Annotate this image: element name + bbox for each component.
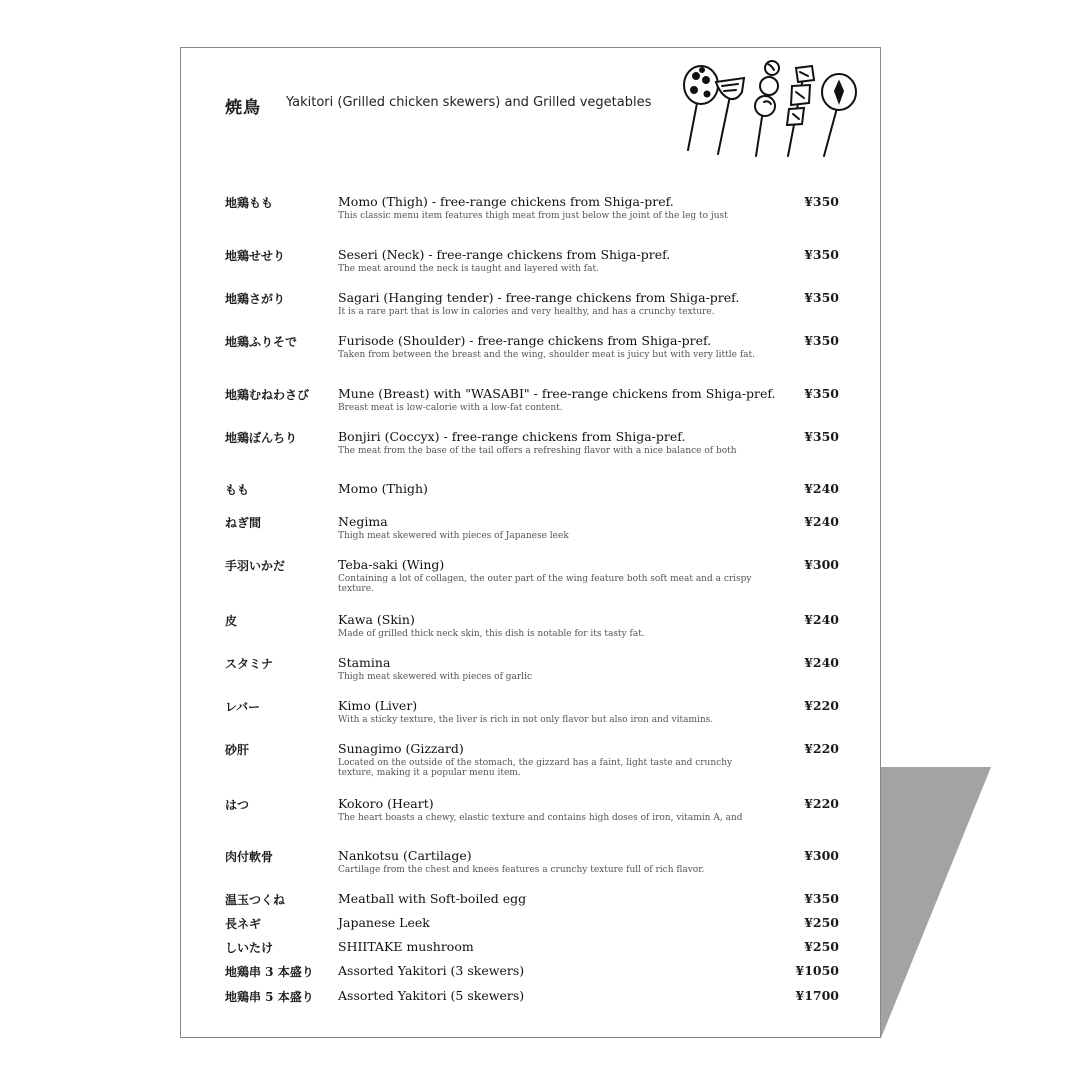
menu-item-name: Kawa (Skin) bbox=[338, 612, 415, 627]
menu-item-description: The meat around the neck is taught and layered with fat. bbox=[338, 264, 599, 274]
menu-item-name: Assorted Yakitori (5 skewers) bbox=[338, 988, 525, 1003]
menu-item-description: Containing a lot of collagen, the outer part of the wing feature both soft meat and a crispy texture. bbox=[338, 574, 752, 594]
menu-item-japanese-name: 長ネギ bbox=[225, 917, 262, 931]
menu-item-name: Teba-saki (Wing) bbox=[338, 557, 445, 572]
menu-item-japanese-name: 肉付軟骨 bbox=[225, 850, 274, 864]
menu-item-description: Breast meat is low-calorie with a low-fat content. bbox=[338, 403, 563, 413]
menu-item-japanese-name: レバー bbox=[225, 700, 261, 714]
menu-item-price: ¥1700 bbox=[795, 988, 839, 1003]
menu-item-price: ¥350 bbox=[804, 386, 839, 401]
menu-item-description: Cartilage from the chest and knees features a crunchy texture full of rich flavor. bbox=[338, 865, 705, 875]
menu-item-japanese-name: 温玉つくね bbox=[225, 893, 286, 907]
menu-item-price: ¥240 bbox=[804, 612, 839, 627]
menu-item-japanese-name: しいたけ bbox=[225, 941, 274, 955]
menu-item-japanese-name: 地鶏串 5 本盛り bbox=[225, 990, 314, 1004]
menu-item-name: Sunagimo (Gizzard) bbox=[338, 741, 464, 756]
menu-item-price: ¥350 bbox=[804, 429, 839, 444]
menu-item-price: ¥350 bbox=[804, 247, 839, 262]
menu-item-japanese-name: 地鶏せせり bbox=[225, 249, 286, 263]
menu-item-name: Sagari (Hanging tender) - free-range chickens from Shiga-pref. bbox=[338, 290, 740, 305]
menu-item-japanese-name: 手羽いかだ bbox=[225, 559, 286, 573]
menu-item-price: ¥300 bbox=[804, 557, 839, 572]
menu-item-name: SHIITAKE mushroom bbox=[338, 939, 474, 954]
menu-item-japanese-name: 皮 bbox=[225, 614, 238, 628]
menu-item-japanese-name: 地鶏ぼんちり bbox=[225, 431, 298, 445]
menu-title-english: Yakitori (Grilled chicken skewers) and Grilled vegetables bbox=[286, 95, 652, 110]
menu-item-price: ¥220 bbox=[804, 698, 839, 713]
menu-item-japanese-name: ねぎ間 bbox=[225, 516, 262, 530]
menu-item-name: Momo (Thigh) bbox=[338, 481, 428, 496]
menu-item-name: Negima bbox=[338, 514, 388, 529]
menu-item-name: Nankotsu (Cartilage) bbox=[338, 848, 472, 863]
menu-item-description: Thigh meat skewered with pieces of garlic bbox=[338, 672, 532, 682]
menu-item-japanese-name: スタミナ bbox=[225, 657, 274, 671]
menu-item-price: ¥220 bbox=[804, 796, 839, 811]
menu-item-description: This classic menu item features thigh meat from just below the joint of the leg to just bbox=[338, 211, 728, 221]
menu-item-name: Momo (Thigh) - free-range chickens from Shiga-pref. bbox=[338, 194, 674, 209]
menu-item-name: Kimo (Liver) bbox=[338, 698, 418, 713]
menu-item-name: Assorted Yakitori (3 skewers) bbox=[338, 963, 525, 978]
menu-item-name: Meatball with Soft-boiled egg bbox=[338, 891, 527, 906]
menu-item-name: Mune (Breast) with "WASABI" - free-range chickens from Shiga-pref. bbox=[338, 386, 776, 401]
menu-item-name: Seseri (Neck) - free-range chickens from Shiga-pref. bbox=[338, 247, 671, 262]
menu-item-name: Japanese Leek bbox=[338, 915, 430, 930]
menu-item-japanese-name: 地鶏串 3 本盛り bbox=[225, 965, 314, 979]
menu-item-price: ¥300 bbox=[804, 848, 839, 863]
menu-item-price: ¥240 bbox=[804, 655, 839, 670]
menu-item-price: ¥220 bbox=[804, 741, 839, 756]
menu-item-price: ¥240 bbox=[804, 514, 839, 529]
menu-item-price: ¥250 bbox=[804, 939, 839, 954]
menu-item-description: The meat from the base of the tail offers a refreshing flavor with a nice balance of both bbox=[338, 446, 737, 456]
menu-item-price: ¥1050 bbox=[795, 963, 839, 978]
menu-item-description: Located on the outside of the stomach, the gizzard has a faint, light taste and crunchy texture, making it a popular menu item. bbox=[338, 758, 733, 778]
menu-item-description: Thigh meat skewered with pieces of Japanese leek bbox=[338, 531, 569, 541]
menu-item-price: ¥350 bbox=[804, 333, 839, 348]
skewers-icon bbox=[676, 58, 866, 158]
menu-item-japanese-name: 地鶏むねわさび bbox=[225, 388, 310, 402]
menu-title-japanese: 焼鳥 bbox=[225, 98, 261, 118]
menu-item-price: ¥250 bbox=[804, 915, 839, 930]
menu-item-price: ¥240 bbox=[804, 481, 839, 496]
menu-item-japanese-name: 地鶏さがり bbox=[225, 292, 286, 306]
menu-item-japanese-name: はつ bbox=[225, 798, 250, 812]
menu-item-price: ¥350 bbox=[804, 194, 839, 209]
menu-item-japanese-name: 地鶏もも bbox=[225, 196, 274, 210]
menu-item-description: The heart boasts a chewy, elastic texture and contains high doses of iron, vitamin A, and bbox=[338, 813, 743, 823]
menu-item-description: Made of grilled thick neck skin, this dish is notable for its tasty fat. bbox=[338, 629, 645, 639]
menu-item-price: ¥350 bbox=[804, 891, 839, 906]
menu-item-name: Bonjiri (Coccyx) - free-range chickens from Shiga-pref. bbox=[338, 429, 686, 444]
menu-page bbox=[180, 47, 881, 1038]
menu-item-japanese-name: 砂肝 bbox=[225, 743, 250, 757]
menu-item-japanese-name: 地鶏ふりそで bbox=[225, 335, 298, 349]
menu-item-description: With a sticky texture, the liver is rich in not only flavor but also iron and vitamins. bbox=[338, 715, 714, 725]
menu-item-name: Kokoro (Heart) bbox=[338, 796, 434, 811]
menu-item-price: ¥350 bbox=[804, 290, 839, 305]
menu-item-description: It is a rare part that is low in calories and very healthy, and has a crunchy texture. bbox=[338, 307, 715, 317]
menu-item-name: Furisode (Shoulder) - free-range chickens from Shiga-pref. bbox=[338, 333, 712, 348]
menu-item-japanese-name: もも bbox=[225, 483, 250, 497]
menu-item-description: Taken from between the breast and the wing, shoulder meat is juicy but with very little fat. bbox=[338, 350, 756, 360]
menu-item-name: Stamina bbox=[338, 655, 391, 670]
